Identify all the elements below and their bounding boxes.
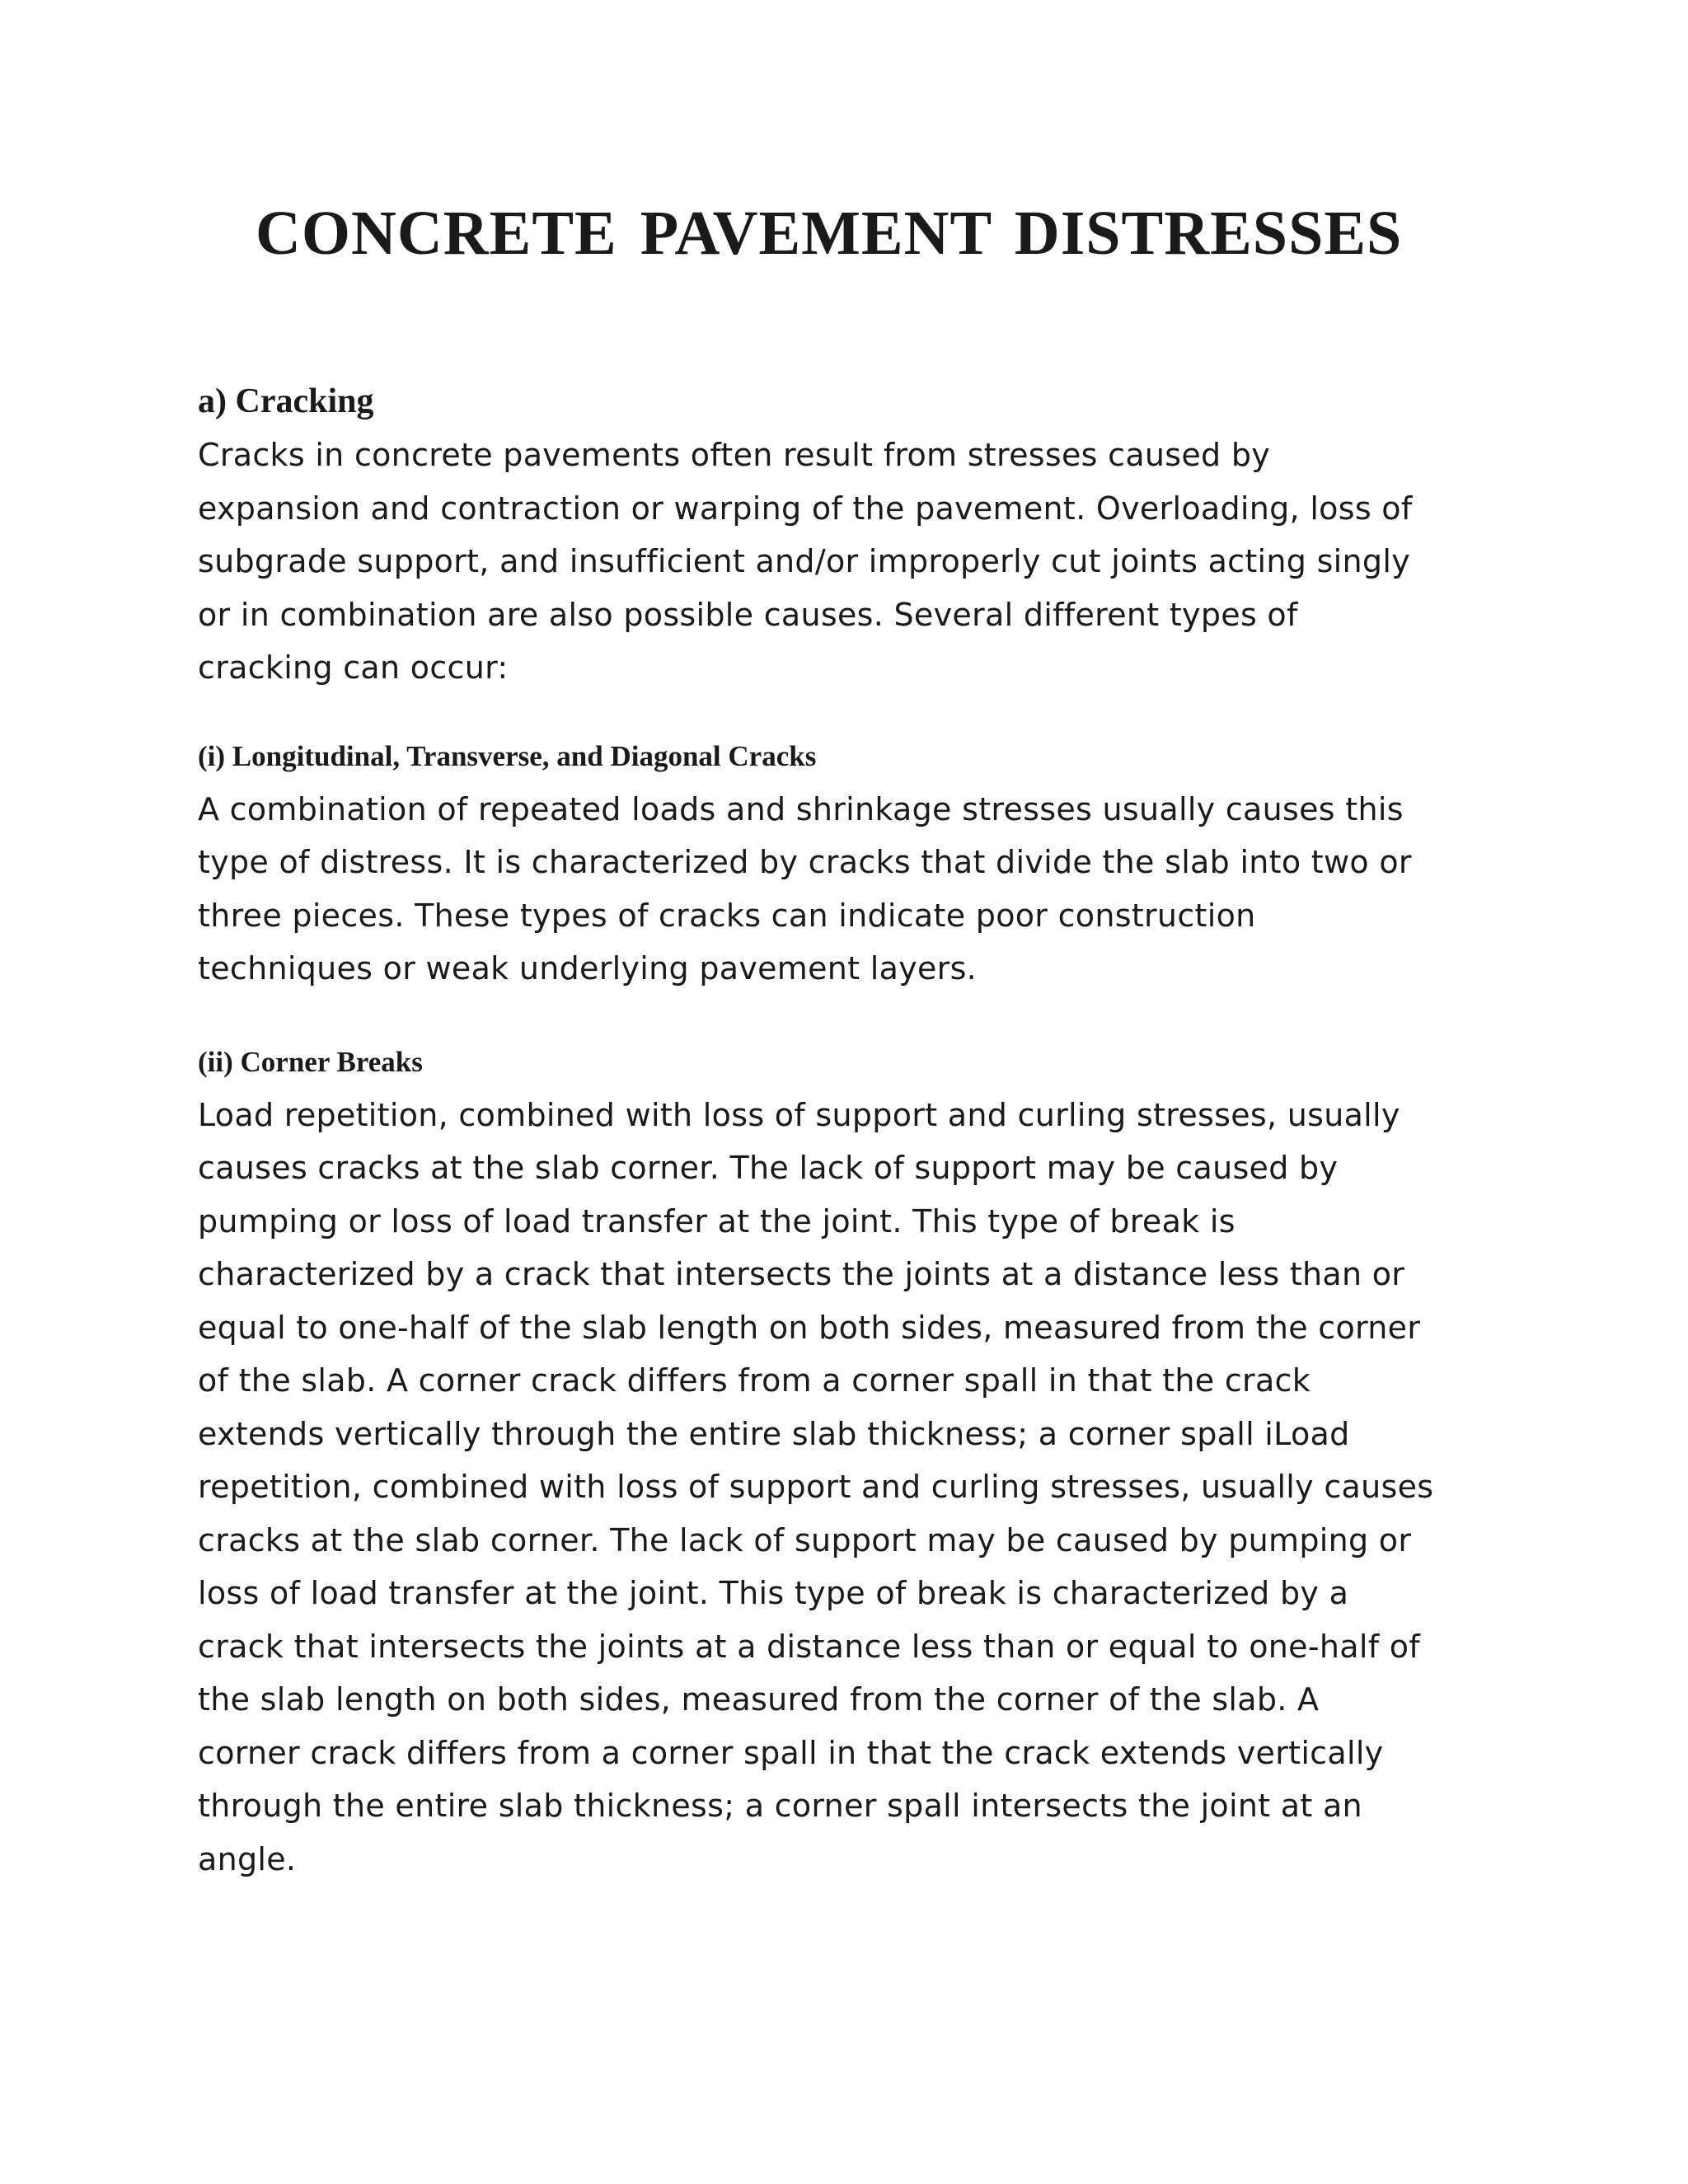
section-heading-cracking: a) Cracking — [198, 382, 374, 420]
subsection-longitudinal-cracks — [198, 729, 1484, 996]
spacer — [198, 695, 1484, 729]
section-cracking — [198, 375, 1484, 695]
subsection-body-corner-breaks: Load repetition, combined with loss of support and curling stresses, usually causes cracks at the slab corner. The lack of support may be caused by pumping or loss of load transfer at the joint. This type of break is characterized by a crack that intersects the joints at a distance less than or equal to one-half of the slab length on both sides, measured from the corner of the slab. A corner crack differs from a corner spall in that the crack extends vertically through the entire slab thickness; a corner spall iLoad repetition, combined with loss of support and curling stresses, usually causes cracks at the slab corner. The lack of support may be caused by pumping or loss of load transfer at the joint. This type of break is characterized by a crack that intersects the joints at a distance less than or equal to one-half of the slab length on both sides, measured from the corner of the slab. A corner crack differs from a corner spall in that the crack extends vertically through the entire slab thickness; a corner spall intersects the joint at an angle. — [198, 1096, 1434, 1877]
subsection-heading-corner-breaks: (ii) Corner Breaks — [198, 1045, 423, 1078]
subsection-heading-longitudinal: (i) Longitudinal, Transverse, and Diagonal Cracks — [198, 739, 817, 772]
spacer — [198, 996, 1484, 1035]
subsection-corner-breaks — [198, 1035, 1484, 1886]
document-content — [198, 375, 1484, 1886]
document-title: CONCRETE PAVEMENT DISTRESSES — [256, 199, 1403, 268]
section-body-cracking: Cracks in concrete pavements often result from stresses caused by expansion and contraction or warping of the pavement. Overloading, loss of subgrade support, and insufficient and/or improperly cut joints acting singly or in combination are also possible causes. Several different types of cracking can occur: — [198, 437, 1413, 686]
subsection-body-longitudinal: A combination of repeated loads and shrinkage stresses usually causes this type of distress. It is characterized by cracks that divide the slab into two or three pieces. These types of cracks can indicate poor construction techniques or weak underlying pavement layers. — [198, 790, 1412, 987]
